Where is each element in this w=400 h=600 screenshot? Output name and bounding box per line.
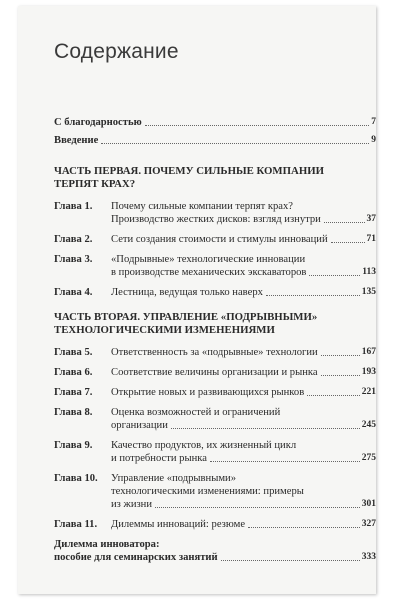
chapter-title-line: Управление «подрывными»: [111, 473, 236, 484]
leader-dots: [324, 222, 365, 223]
leader-dots: [145, 125, 370, 126]
chapter-title-line: технологическими изменениями: примеры: [111, 486, 304, 497]
entry-title: Открытие новых и развивающихся рынков: [111, 387, 305, 398]
leader-dots: [321, 375, 360, 376]
leader-dots: [321, 355, 360, 356]
toc-row: [111, 498, 376, 511]
chapter-number: Глава 6.: [54, 367, 93, 378]
page-number: 301: [361, 499, 376, 509]
chapter-entry: [54, 386, 376, 399]
toc-row: [111, 213, 376, 226]
page-number: 333: [361, 552, 376, 562]
part-two: [54, 311, 376, 531]
chapter-entry: [54, 518, 376, 531]
chapter-number: Глава 5.: [54, 347, 93, 358]
entry-title: Ответственность за «подрывные» технологии: [111, 347, 318, 358]
toc-row: [111, 346, 376, 359]
toc-row: [111, 386, 376, 399]
leader-dots: [266, 295, 360, 296]
entry-title: Дилеммы инноваций: резюме: [111, 519, 246, 530]
toc-row: [111, 518, 376, 531]
part-one: [54, 165, 376, 299]
leader-dots: [307, 395, 360, 396]
chapter-title-line: Качество продуктов, их жизненный цикл: [111, 440, 297, 451]
entry-title: С благодарностью: [54, 117, 142, 128]
entry-title: организации: [111, 420, 168, 431]
page-number: 167: [361, 347, 376, 357]
chapter-number: Глава 8.: [54, 407, 93, 418]
entry-title: и потребности рынка: [111, 453, 207, 464]
appendix-subtitle: пособие для семинарских занятий: [54, 552, 218, 563]
front-matter: [54, 116, 376, 147]
entry-title: Сети создания стоимости и стимулы инноваций: [111, 234, 328, 245]
chapter-title-line: «Подрывные» технологические инновации: [111, 254, 306, 265]
chapter-title: [111, 253, 376, 279]
leader-dots: [155, 507, 360, 508]
leader-dots: [248, 527, 360, 528]
chapter-title: [111, 346, 376, 359]
leader-dots: [331, 242, 365, 243]
page-number: 113: [362, 267, 376, 277]
chapter-title: [111, 386, 376, 399]
chapter-entry: [54, 366, 376, 379]
page-number: 37: [366, 214, 376, 224]
chapter-entry: [54, 472, 376, 511]
chapter-entry: [54, 200, 376, 226]
page-number: 275: [361, 453, 376, 463]
chapter-title: [111, 200, 376, 226]
entry-title: из жизни: [111, 499, 153, 510]
toc-row: [111, 452, 376, 465]
toc-row: [111, 419, 376, 432]
chapter-title-line: Почему сильные компании терпят крах?: [111, 201, 294, 212]
chapter-list: [54, 200, 376, 299]
chapter-title-line: Оценка возможностей и ограничений: [111, 407, 281, 418]
part-title-line: ЧАСТЬ ПЕРВАЯ. ПОЧЕМУ СИЛЬНЫЕ КОМПАНИИ: [54, 165, 325, 177]
chapter-number: Глава 9.: [54, 440, 93, 451]
chapter-title: [111, 518, 376, 531]
chapter-entry: [54, 439, 376, 465]
chapter-number: Глава 10.: [54, 473, 98, 484]
toc-row: [111, 233, 376, 246]
page-number: 135: [361, 287, 376, 297]
page-number: 327: [361, 519, 376, 529]
appendix-title-line: Дилемма инноватора:: [54, 539, 160, 550]
page-number: 221: [361, 387, 376, 397]
entry-title: Лестница, ведущая только наверх: [111, 287, 263, 298]
chapter-entry: [54, 406, 376, 432]
page-number: 245: [361, 420, 376, 430]
leader-dots: [171, 428, 360, 429]
front-entry: [54, 116, 376, 129]
chapter-entry: [54, 286, 376, 299]
entry-title: в производстве механических экскаваторов: [111, 267, 307, 278]
leader-dots: [221, 560, 360, 561]
chapter-title: [111, 472, 376, 511]
chapter-number: Глава 4.: [54, 287, 93, 298]
table-of-contents: [54, 116, 376, 564]
page-number: 9: [371, 135, 376, 145]
toc-row: [111, 286, 376, 299]
chapter-title: [111, 439, 376, 465]
chapter-title: [111, 366, 376, 379]
book-page: [18, 6, 376, 594]
appendix-entry: [54, 538, 376, 564]
toc-row: [111, 266, 376, 279]
chapter-title: [111, 406, 376, 432]
chapter-number: Глава 3.: [54, 254, 93, 265]
leader-dots: [101, 143, 369, 144]
leader-dots: [309, 275, 360, 276]
chapter-entry: [54, 253, 376, 279]
leader-dots: [210, 461, 360, 462]
chapter-entry: [54, 233, 376, 246]
entry-title: Соответствие величины организации и рынка: [111, 367, 318, 378]
entry-title: Производство жестких дисков: взгляд изнутри: [111, 214, 321, 225]
chapter-number: Глава 11.: [54, 519, 98, 530]
page-number: 7: [371, 117, 376, 127]
chapter-entry: [54, 346, 376, 359]
toc-row: [111, 366, 376, 379]
part-title-line: ТЕХНОЛОГИЧЕСКИМИ ИЗМЕНЕНИЯМИ: [54, 324, 275, 336]
front-entry: [54, 134, 376, 147]
chapter-title: [111, 286, 376, 299]
page-number: 71: [366, 234, 376, 244]
chapter-number: Глава 2.: [54, 234, 93, 245]
entry-title: Введение: [54, 135, 99, 146]
chapter-number: Глава 7.: [54, 387, 93, 398]
part-title-line: ЧАСТЬ ВТОРАЯ. УПРАВЛЕНИЕ «ПОДРЫВНЫМИ»: [54, 311, 318, 323]
chapter-title: [111, 233, 376, 246]
chapter-number: Глава 1.: [54, 201, 93, 212]
chapter-list: [54, 346, 376, 531]
part-title-line: ТЕРПЯТ КРАХ?: [54, 178, 136, 190]
page-number: 193: [361, 367, 376, 377]
page-title: Содержание: [54, 40, 179, 63]
